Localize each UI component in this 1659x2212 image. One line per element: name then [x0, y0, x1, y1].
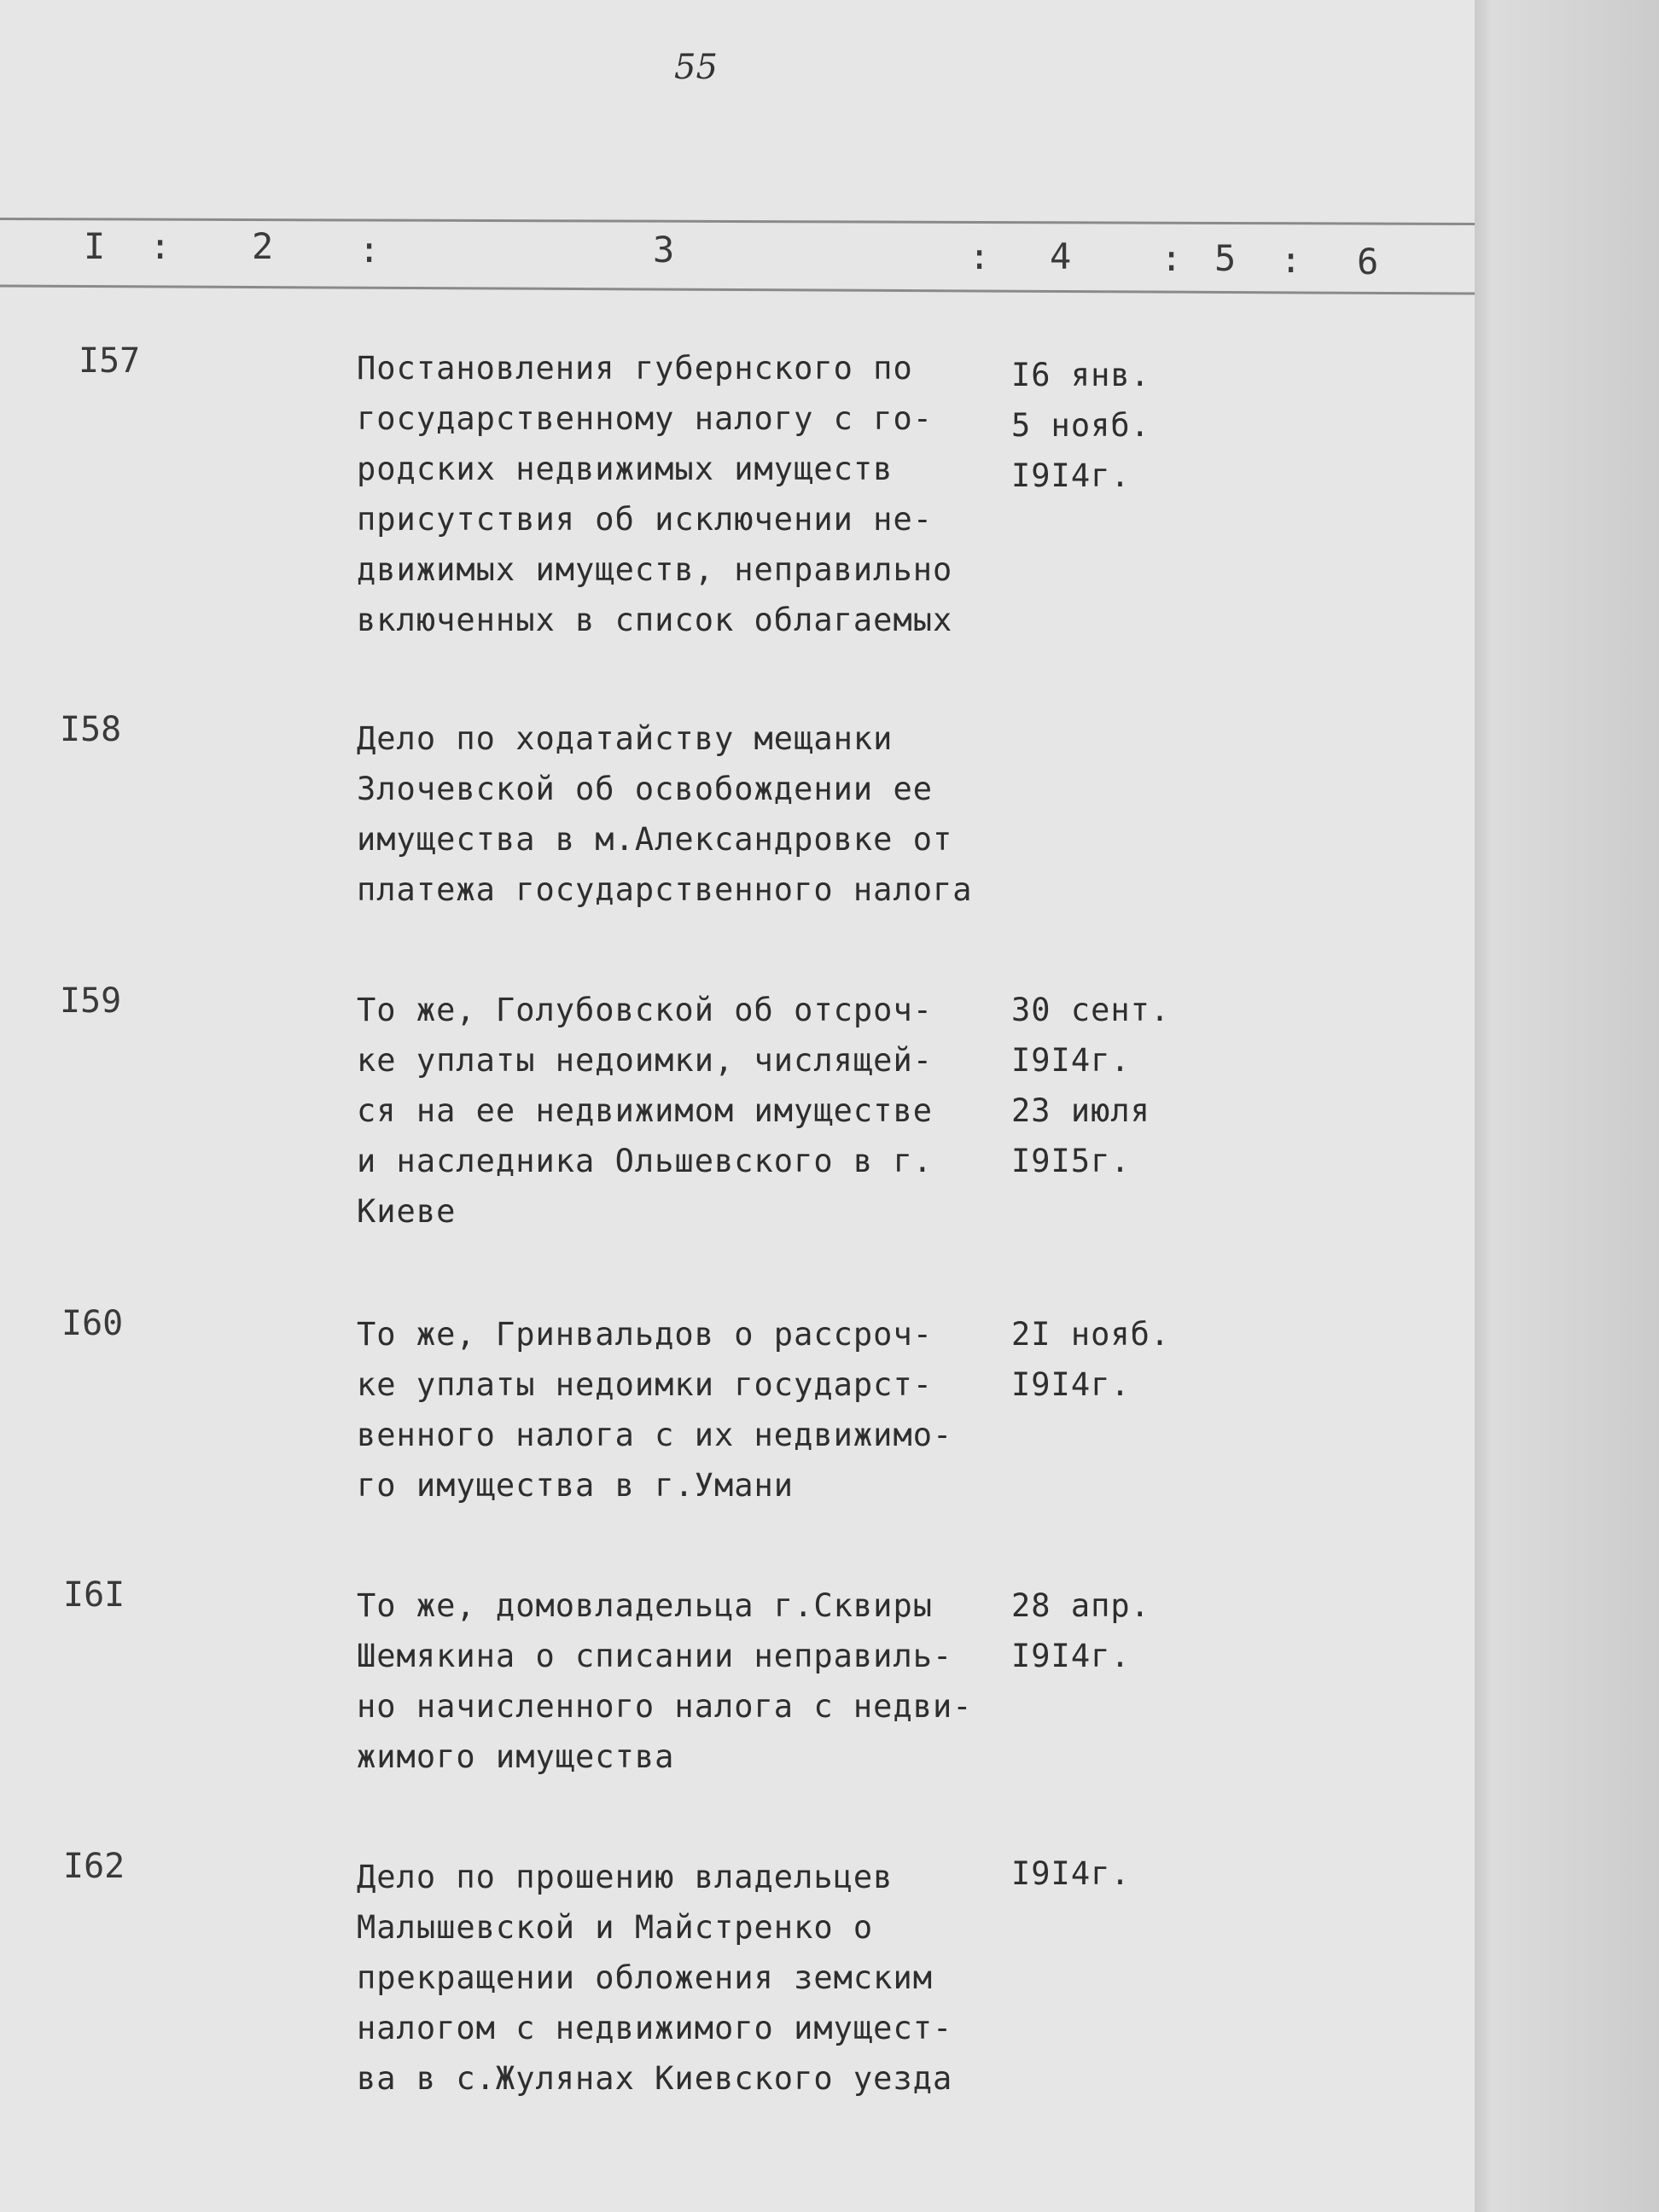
entry-date: I9I4г.: [1011, 1366, 1131, 1403]
column-header: [0, 225, 1475, 285]
entry-date: I9I4г.: [1011, 1638, 1131, 1674]
entry-number: I57: [79, 341, 141, 381]
entry-dates: [1011, 350, 1233, 501]
entry-date: I6 янв.: [1011, 357, 1150, 393]
column-separator: :: [1161, 237, 1183, 279]
entry-date: I9I4г.: [1011, 457, 1131, 494]
column-header-3: 3: [653, 229, 675, 271]
column-header-5: 5: [1214, 237, 1237, 279]
entry-number: I59: [60, 981, 122, 1021]
entry-date: I9I5г.: [1011, 1143, 1131, 1179]
entry-dates: [1011, 1848, 1233, 1899]
entry-dates: [1011, 1580, 1233, 1681]
underlying-page-edge: [1475, 0, 1659, 2212]
entry-description: Дело по ходатайству мещанки Злочевской об освобождении ее имущества в м.Александровке от платежа государственного налога: [357, 720, 973, 908]
entry-description: Постановления губернского по государственному налогу с го- родских недвижимых имуществ присутствия об исключении не- движимых имуществ, неправильно включенных в список облагаемых: [357, 350, 953, 638]
entry-date: I9I4г.: [1011, 1855, 1131, 1892]
entry-date: 5 нояб.: [1011, 407, 1150, 444]
entry-number: I6I: [63, 1575, 125, 1615]
column-separator: :: [969, 236, 991, 277]
entry-description: То же, Голубовской об отсроч- ке уплаты недоимки, числящей- ся на ее недвижимом имуществе и наследника Ольшевского в г. Киеве: [357, 992, 934, 1230]
column-separator: :: [149, 225, 172, 267]
entry-number: I60: [61, 1304, 124, 1343]
entry-date: 28 апр.: [1011, 1587, 1150, 1624]
entry-number: I58: [60, 710, 122, 749]
column-separator: :: [1280, 239, 1302, 281]
header-top-rule: [0, 218, 1475, 225]
column-header-6: 6: [1357, 241, 1379, 282]
column-header-2: 2: [252, 225, 274, 267]
entry-date: I9I4г.: [1011, 1042, 1131, 1079]
entry-dates: [1011, 985, 1233, 1186]
entry-date: 2I нояб.: [1011, 1316, 1171, 1353]
header-bottom-rule: [0, 284, 1475, 294]
entry-description: Дело по прошению владельцев Малышевской и Майстренко о прекращении обложения земским налогом с недвижимого имущест- ва в с.Жулянах Киевского уезда: [357, 1859, 953, 2097]
page-number: 55: [674, 48, 718, 87]
entry-date: 23 июля: [1011, 1092, 1150, 1129]
entry-description: То же, домовладельца г.Сквиры Шемякина о списании неправиль- но начисленного налога с недви- жимого имущества: [357, 1587, 973, 1775]
entry-date: 30 сент.: [1011, 992, 1171, 1028]
entry-number: I62: [63, 1847, 125, 1886]
column-header-4: 4: [1050, 236, 1072, 277]
entry-dates: [1011, 1309, 1233, 1410]
entry-description: То же, Гринвальдов о рассроч- ке уплаты недоимки государст- венного налога с их недвижимо- го имущества в г.Умани: [357, 1316, 953, 1504]
column-header-1: I: [84, 225, 106, 267]
column-separator: :: [358, 229, 381, 271]
